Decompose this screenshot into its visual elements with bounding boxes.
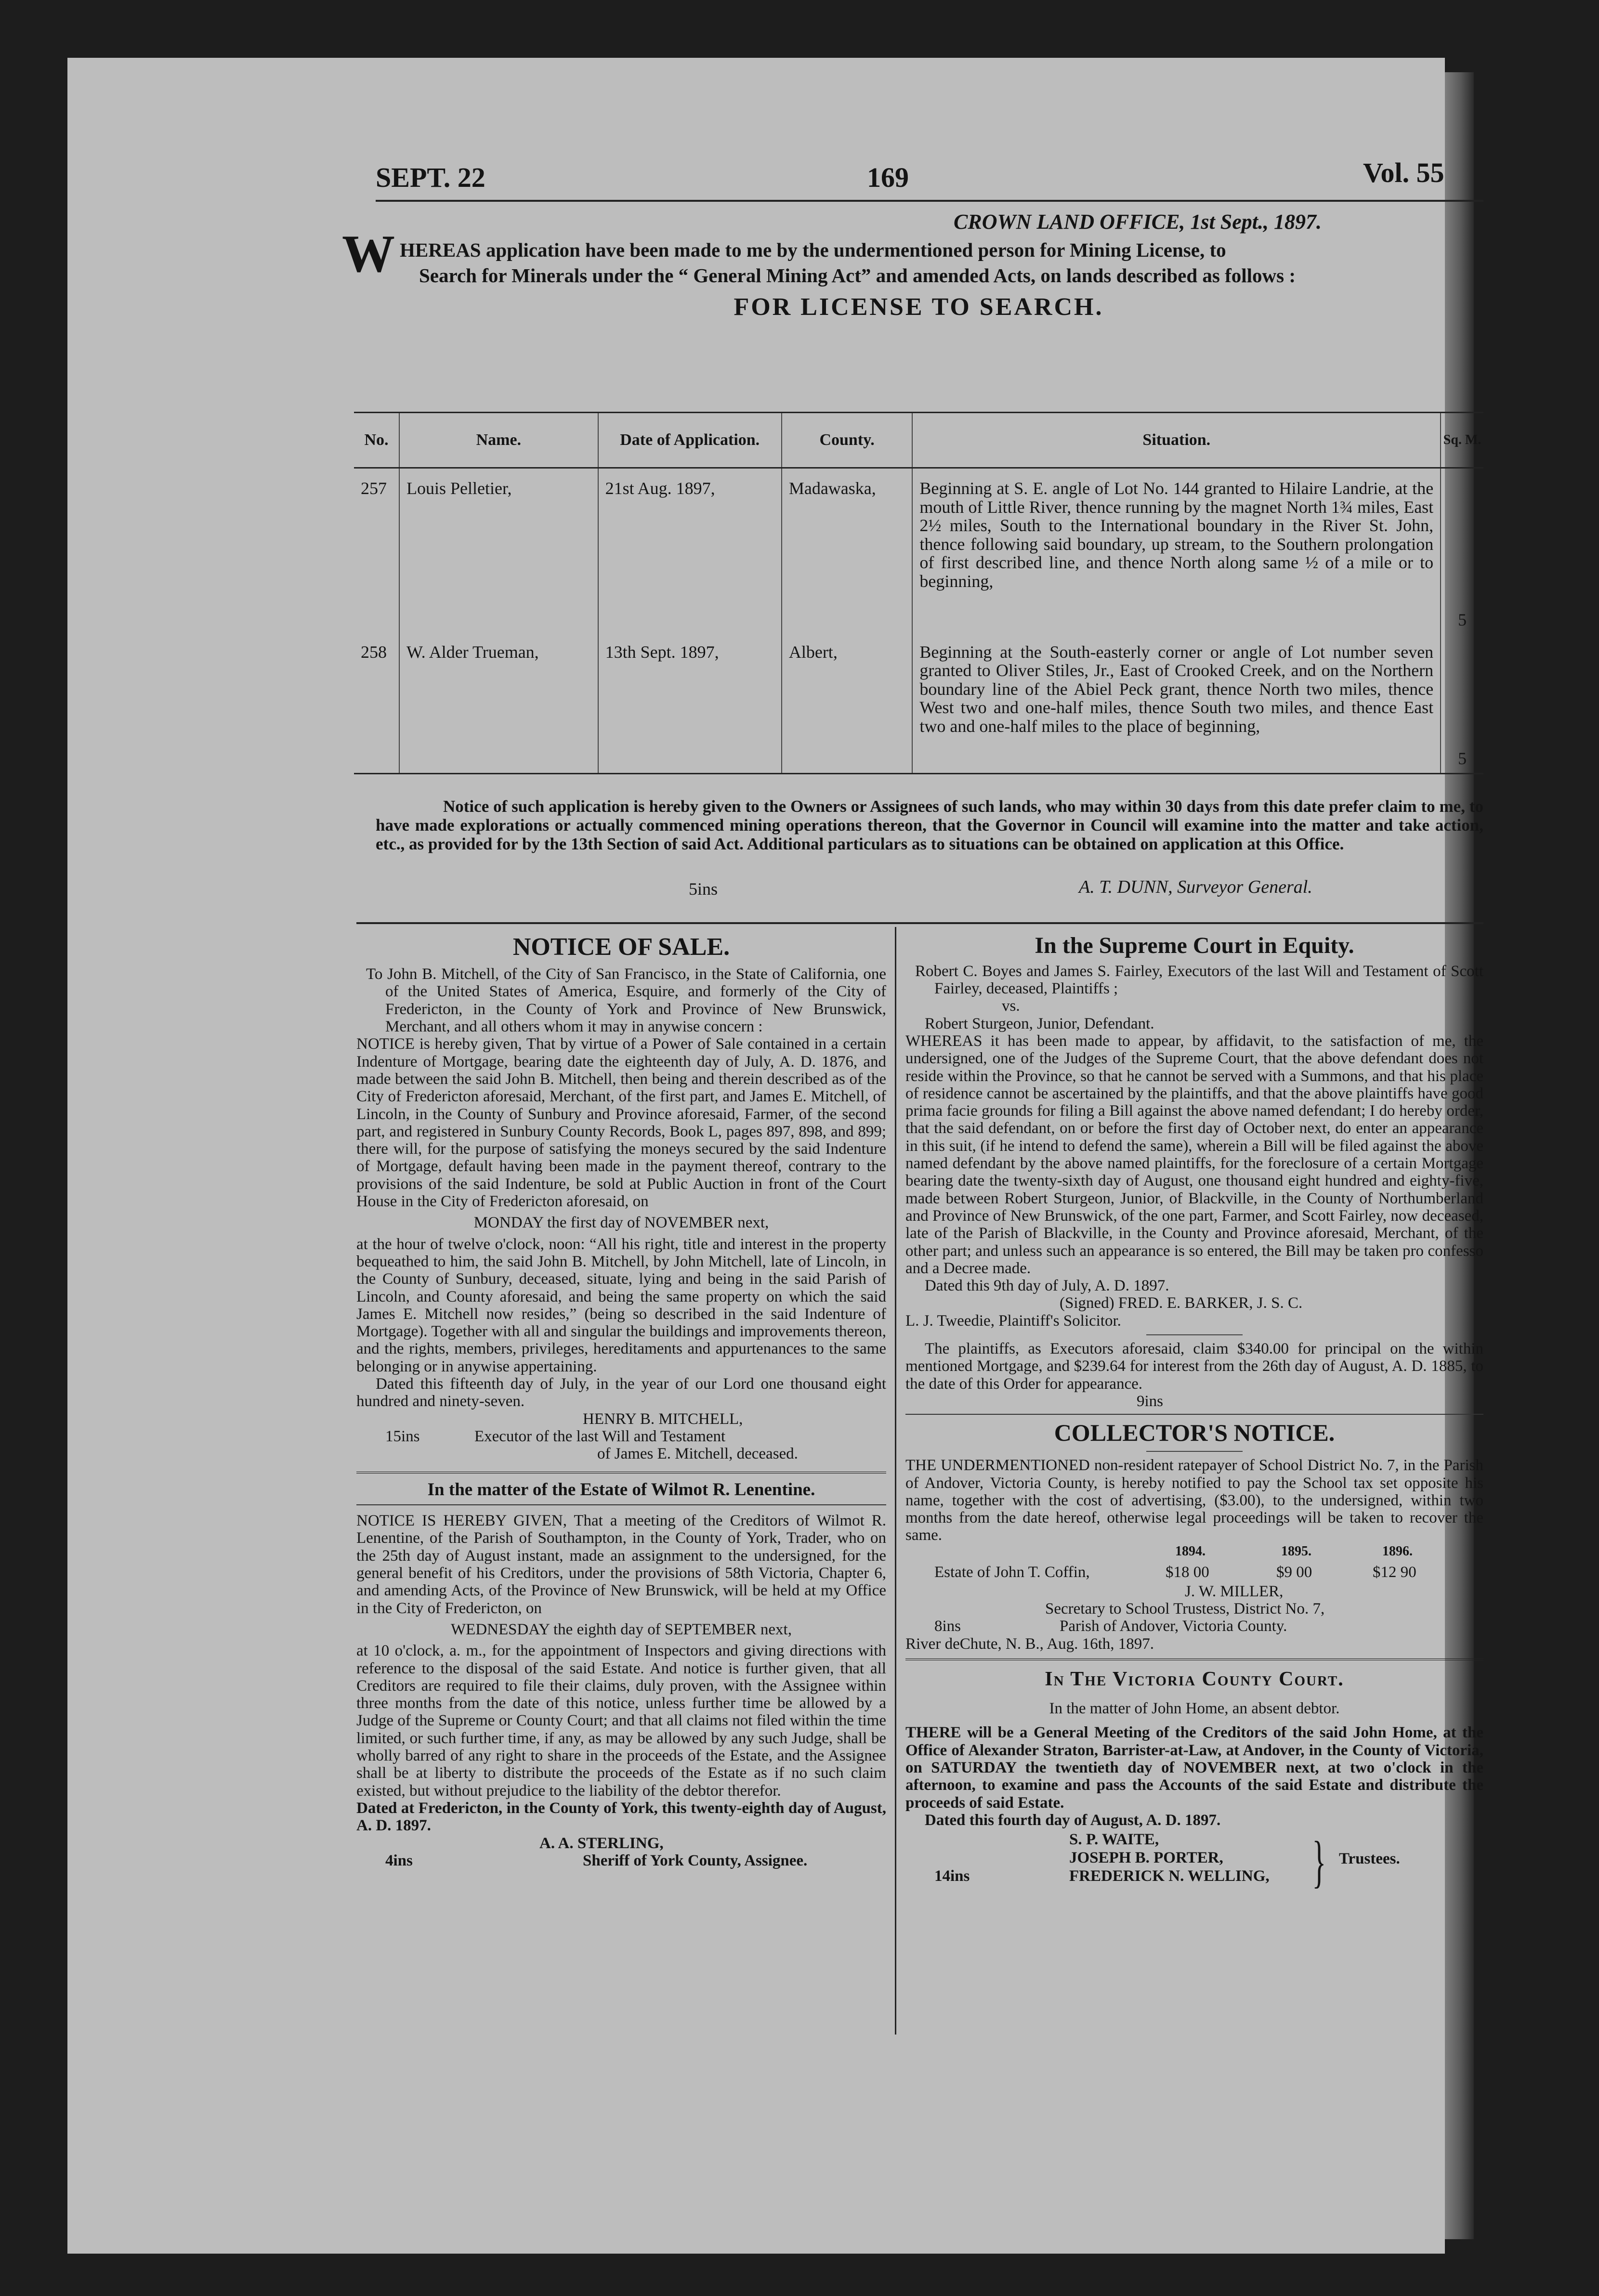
intro-line-2: Search for Minerals under the “ General Mining Act” and amended Acts, on lands described as follows : [419, 264, 1296, 287]
estate-ins: 4ins [385, 1852, 413, 1869]
collector-signer: J. W. MILLER, [1185, 1582, 1284, 1600]
row-county: Albert, [782, 634, 913, 774]
row-no: 258 [354, 634, 399, 774]
estate-dated: Dated at Fredericton, in the County of York, this twenty-eighth day of August, A. D. 1897. [356, 1799, 886, 1835]
equity-dated: Dated this 9th day of July, A. D. 1897. [925, 1277, 1169, 1295]
sale-body-1: NOTICE is hereby given, That by virtue of a Power of Sale contained in a certain Indenture of Mortgage, bearing date the eighteenth day of July, A. D. 1876, and made between the said John B. Mitchell, then being and therein described as of the City of Fredericton aforesaid, Merchant, of the first part, and James E. Mitchell, of Lincoln, in the County of Sunbury and Province aforesaid, Farmer, of the second part, and registered in Sunbury County Records, Book L, pages 897, 898, and 899; there will, for the purpose of satisfying the moneys secured by the said Indenture of Mortgage, default having been made in the payment thereof, contrary to the provisions of the said Indenture, be sold at Public Auction in front of the Court House in the City of Fredericton aforesaid, on [356, 1035, 886, 1211]
intro-dropcap: W [342, 224, 395, 283]
collector-year: 1896. [1382, 1543, 1413, 1559]
crown-ins: 5ins [689, 879, 718, 899]
col-header-date: Date of Application. [598, 413, 782, 468]
sale-ins: 15ins [385, 1427, 420, 1445]
victoria-ins: 14ins [934, 1867, 970, 1885]
trustee-name: FREDERICK N. WELLING, [1069, 1867, 1270, 1885]
victoria-dated: Dated this fourth day of August, A. D. 1897. [925, 1811, 1221, 1829]
collector-title: COLLECTOR'S NOTICE. [1054, 1419, 1335, 1447]
collector-amount: $18 00 [1166, 1563, 1209, 1581]
column-divider [895, 927, 896, 2035]
col-header-name: Name. [399, 413, 598, 468]
equity-vs: vs. [1002, 997, 1020, 1015]
collector-years [905, 1544, 1483, 1564]
row-situation: Beginning at S. E. angle of Lot No. 144 granted to Hilaire Landrie, at the mouth of Little River, thence running by the magnet North 1¾ miles, East 2½ miles, South to the International boundary in the River St. John, thence following said boundary, up stream, to the Southern prolongation of first described line, and thence North along same ½ of a mile or to beginning, [912, 468, 1441, 634]
row-name: W. Alder Trueman, [399, 634, 598, 774]
estate-signer: A. A. STERLING, [539, 1834, 664, 1852]
sale-signer: HENRY B. MITCHELL, [583, 1410, 743, 1428]
equity-claim: The plaintiffs, as Executors aforesaid, claim $340.00 for principal on the within mentioned Mortgage, and $239.64 for interest from the 26th day of August, A. D. 1885, to the date of this Order for appearance. [905, 1340, 1483, 1393]
row-sq: 5 [1458, 610, 1467, 629]
col-header-situation: Situation. [912, 413, 1441, 468]
collector-amount: $12 90 [1373, 1563, 1416, 1581]
collector-parish: Parish of Andover, Victoria County. [1060, 1618, 1287, 1635]
equity-parties-2: Robert Sturgeon, Junior, Defendant. [925, 1015, 1154, 1032]
sale-title: NOTICE OF SALE. [512, 933, 730, 961]
estate-meeting-date: WEDNESDAY the eighth day of SEPTEMBER next, [451, 1620, 792, 1638]
row-county: Madawaska, [782, 468, 913, 634]
row-date: 13th Sept. 1897, [598, 634, 782, 774]
trustee-name: JOSEPH B. PORTER, [1069, 1849, 1223, 1867]
intro-line-1: HEREAS application have been made to me by the undermentioned person for Mining License, to [400, 239, 1226, 261]
sale-signer-title-1: Executor of the last Will and Testament [474, 1427, 726, 1445]
license-table-header [354, 413, 1483, 468]
col-header-county: County. [782, 413, 913, 468]
row-date: 21st Aug. 1897, [598, 468, 782, 634]
estate-body-1: NOTICE IS HEREBY GIVEN, That a meeting of the Creditors of Wilmot R. Lenentine, of the Parish of Southampton, in the County of York, Trader, who on the 25th day of August instant, made an assignment to the undersigned, for the general benefit of his Creditors, under the provisions of 58th Victoria, Chapter 6, and amending Acts, of the Province of New Brunswick, will be held at my Office in the City of Fredericton, on [356, 1512, 886, 1617]
table-row [354, 468, 1483, 634]
trustees-label: Trustees. [1339, 1850, 1400, 1868]
notice-of-sale [356, 933, 886, 1869]
equity-parties-1: Robert C. Boyes and James S. Fairley, Executors of the last Will and Testament of Scott Fairley, deceased, Plaintiffs ; [915, 962, 1483, 998]
sale-signer-title-2: of James E. Mitchell, deceased. [597, 1445, 798, 1463]
row-situation: Beginning at the South-easterly corner or angle of Lot number seven granted to Oliver Stiles, Jr., East of Crooked Creek, and on the Northern boundary line of the Abiel Peck grant, thence North two miles, thence West two and one-half miles, thence South two miles, and thence East two and one-half miles to the place of beginning, [912, 634, 1441, 774]
collector-place-date: River deChute, N. B., Aug. 16th, 1897. [905, 1635, 1154, 1653]
victoria-subtitle: In the matter of John Home, an absent debtor. [1049, 1700, 1340, 1718]
crown-notice: Notice of such application is hereby given to the Owners or Assignees of such lands, who may within 30 days from this date prefer claim to me, to have made explorations or actually commenced mining operations thereon, that the Governor in Council will examine into the matter and take action, etc., as provided for by the 13th Section of said Act. Additional particulars as to situations can be obtained on application at this Office. [376, 797, 1483, 854]
collector-ins: 8ins [934, 1618, 961, 1635]
row-no: 257 [354, 468, 399, 634]
volume-number: Vol. 55 [1363, 157, 1444, 188]
sale-body-2: at the hour of twelve o'clock, noon: “All his right, title and interest in the property bequeathed to him, the said John B. Mitchell, by John Mitchell, late of Lincoln, in the County of Sunbury, deceased, situate, lying and being in the said Parish of Lincoln, and County aforesaid, and being the same property on which the said James E. Mitchell now resides,” (being so described in the said Indenture of Mortgage). Together with all and singular the buildings and improvements thereon, and the rights, members, privileges, hereditaments and appurtenances to the same belonging or in anywise appertaining. [356, 1235, 886, 1375]
col-header-no: No. [354, 413, 399, 468]
col-header-sq: Sq. M. [1441, 413, 1483, 468]
trustees-brace: } [1312, 1829, 1326, 1894]
victoria-title: In The Victoria County Court. [1045, 1668, 1344, 1690]
equity-solicitor: L. J. Tweedie, Plaintiff's Solicitor. [905, 1312, 1121, 1330]
estate-body-2: at 10 o'clock, a. m., for the appointment of Inspectors and giving directions with reference to the disposal of the said Estate. And notice is further given, that all Creditors are required to file their claims, duly proven, with the Assignee within three months from the date of this notice, unless further time be allowed by a Judge of the Supreme or County Court; and that all claims not filed within the time limited, or such further time, if any, as may be allowed by any such Judge, shall be wholly barred of any right to share in the proceeds of the Estate, and the Assignee shall be at liberty to distribute the proceeds of the Estate as if no such claim existed, but without prejudice to the liability of the debtor therefor. [356, 1642, 886, 1800]
license-section-title: FOR LICENSE TO SEARCH. [734, 293, 1104, 321]
collector-amount: $9 00 [1276, 1563, 1312, 1581]
trustee-name: S. P. WAITE, [1069, 1831, 1159, 1849]
license-table [354, 412, 1483, 774]
table-row [354, 634, 1483, 774]
victoria-trustees [905, 1829, 1483, 1894]
sale-address: To John B. Mitchell, of the City of San Francisco, in the State of California, one of the United States of America, Esquire, and formerly of the City of Fredericton, in the County of York and Province of New Brunswick, Merchant, and all others whom it may in anywise concern : [366, 965, 886, 1036]
collector-year: 1894. [1175, 1543, 1206, 1559]
estate-title: In the matter of the Estate of Wilmot R. Lenentine. [427, 1479, 815, 1500]
collector-estate-label: Estate of John T. Coffin, [934, 1563, 1090, 1581]
victoria-body: THERE will be a General Meeting of the Creditors of the said John Home, at the Office of Alexander Straton, Barrister-at-Law, at Andover, in the County of Victoria, on SATURDAY the twentieth day of NOVEMBER next, at two o'clock in the afternoon, to examine and pass the Accounts of the said Estate and distribute the proceeds of said Estate. [905, 1724, 1483, 1812]
header-rule [376, 200, 1483, 202]
collector-body: THE UNDERMENTIONED non-resident ratepayer of School District No. 7, in the Parish of Andover, Victoria County, is hereby notified to pay the School tax set opposite his name, together with the cost of advertising, ($3.00), to the undersigned, within two months from the date hereof, otherwise legal proceedings will be taken to recover the same. [905, 1457, 1483, 1544]
equity-signed: (Signed) FRED. E. BARKER, J. S. C. [1060, 1294, 1303, 1312]
collector-year: 1895. [1281, 1543, 1311, 1559]
collector-signer-title: Secretary to School Trustess, District No. 7, [1045, 1600, 1325, 1618]
estate-signer-title: Sheriff of York County, Assignee. [583, 1852, 808, 1869]
page-number: 169 [867, 162, 909, 193]
row-name: Louis Pelletier, [399, 468, 598, 634]
sale-date: MONDAY the first day of NOVEMBER next, [473, 1214, 769, 1232]
equity-ins: 9ins [1137, 1392, 1164, 1410]
right-column [905, 933, 1483, 1894]
sale-dated: Dated this fifteenth day of July, in the year of our Lord one thousand eight hundred and ninety-seven. [356, 1375, 886, 1410]
issue-date: SEPT. 22 [376, 162, 485, 193]
gazette-page [67, 58, 1483, 2254]
equity-title: In the Supreme Court in Equity. [1035, 933, 1354, 958]
crown-signature: A. T. DUNN, Surveyor General. [1079, 877, 1312, 897]
row-sq: 5 [1441, 634, 1483, 774]
crown-dateline: CROWN LAND OFFICE, 1st Sept., 1897. [954, 210, 1322, 234]
collector-estate-row [905, 1564, 1483, 1583]
equity-body: WHEREAS it has been made to appear, by affidavit, to the satisfaction of me, the undersigned, one of the Judges of the Supreme Court, that the above defendant does not reside within the Province, so that he cannot be served with a Summons, and that his place of residence cannot be ascertained by the plaintiffs, and that the above plaintiffs have good prima facie grounds for filing a Bill against the above named defendant; I do hereby order, that the said defendant, on or before the first day of October next, do enter an appearance in this suit, (if he intend to defend the same), wherein a Bill will be filed against the above named defendant by the above named plaintiffs, for the foreclosure of a certain Mortgage bearing date the twenty-sixth day of August, one thousand eight hundred and eighty-five, made between Robert Sturgeon, Junior, of Blackville, in the County of Northumberland and Province of New Brunswick, of the one part, Farmer, and Scott Fairley, now deceased, late of the Parish of Blackville, in the County and Province aforesaid, Merchant, of the other part; and unless such an appearance is so entered, the Bill may be taken pro confesso and a Decree made. [905, 1032, 1483, 1277]
section-rule [356, 922, 1483, 924]
